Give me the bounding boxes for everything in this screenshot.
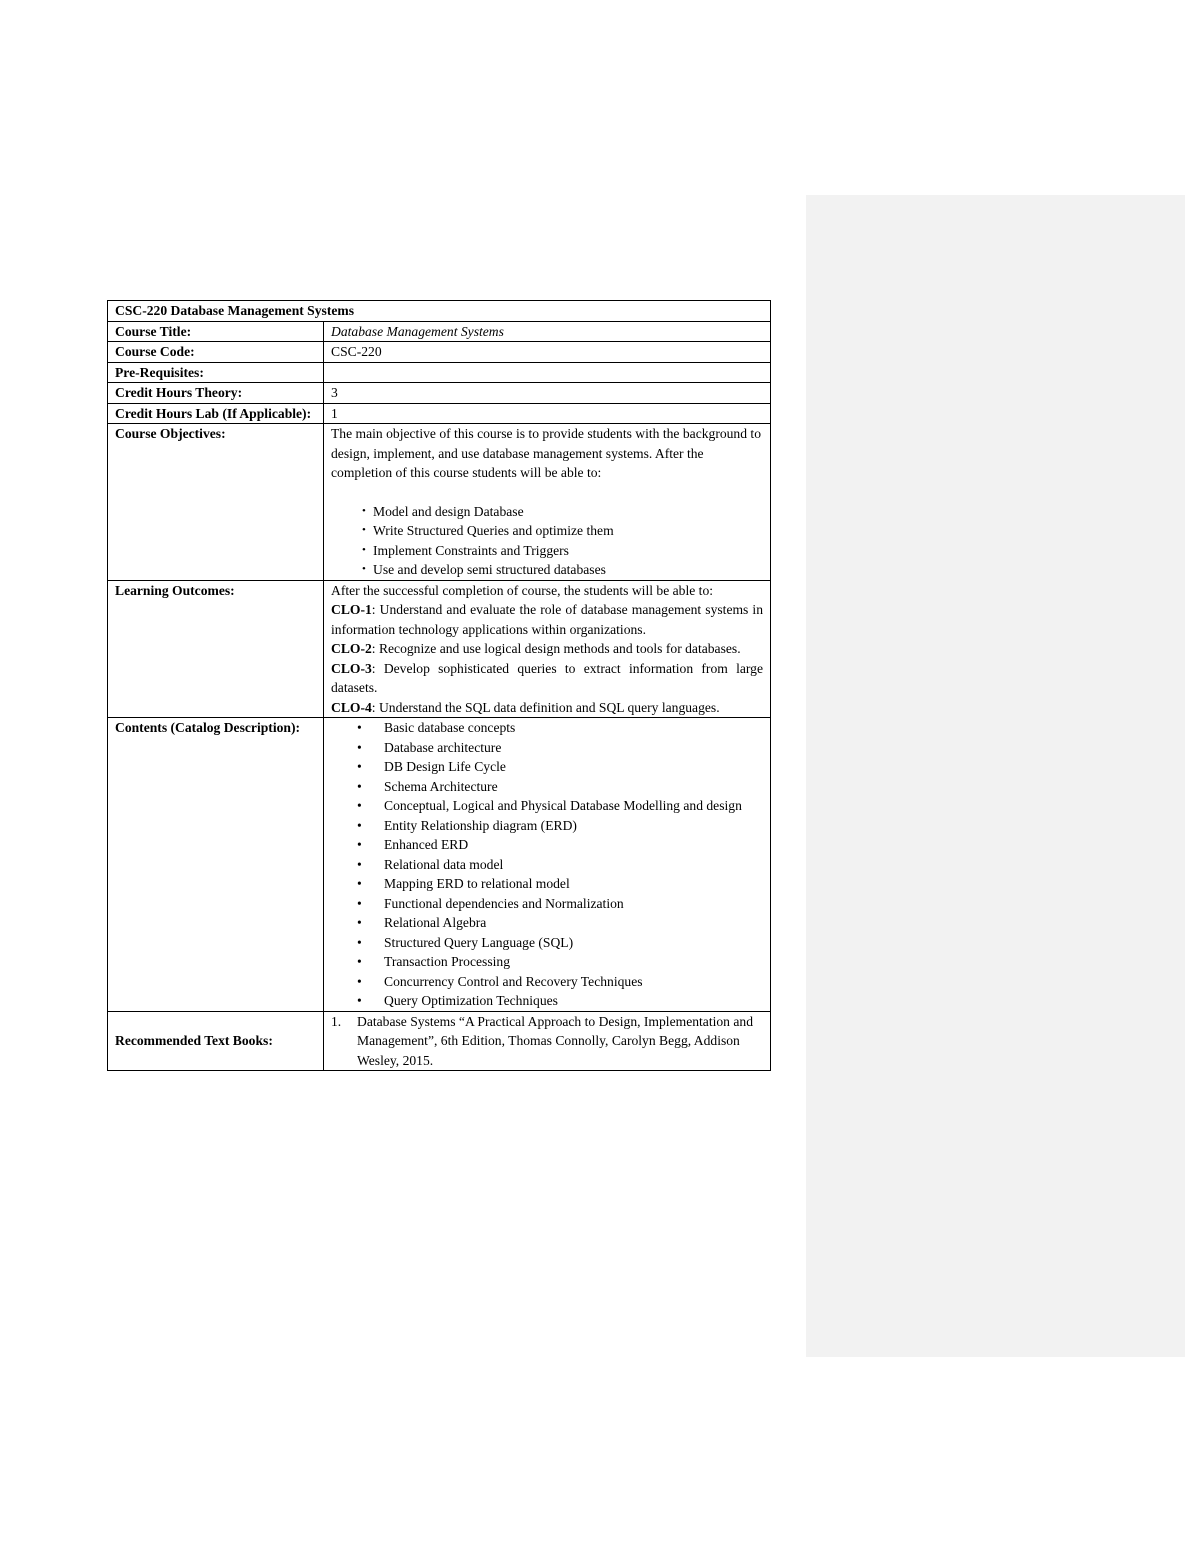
list-item: • Relational Algebra (384, 913, 763, 933)
outcomes-label: Learning Outcomes: (108, 580, 324, 718)
objectives-intro: The main objective of this course is to provide students with the background to design, implement, and use database management systems. After the completion of this course students will be able to: (331, 426, 762, 480)
credit-theory-label: Credit Hours Theory: (108, 383, 324, 404)
prerequisites-row (108, 362, 771, 383)
clo-code: CLO-3 (331, 660, 372, 676)
clo-code: CLO-1 (331, 602, 372, 617)
credit-lab-row (108, 403, 771, 424)
objectives-row (108, 424, 771, 581)
objectives-label: Course Objectives: (108, 424, 324, 581)
clo-text: : Recognize and use logical design methods and tools for databases. (371, 641, 741, 656)
clo-item (331, 659, 763, 698)
list-item: • Relational data model (384, 855, 763, 875)
course-title-value: Database Management Systems (324, 321, 771, 342)
comment-pane (806, 195, 1185, 1357)
course-code-row (108, 342, 771, 363)
table-title: CSC-220 Database Management Systems (108, 301, 771, 322)
clo-item (331, 600, 763, 639)
table-title-row (108, 301, 771, 322)
textbook-text: Database Systems “A Practical Approach to Design, Implementation and Management”, 6th Edition, Thomas Connolly, Carolyn Begg, Addison Wesley, 2015. (357, 1013, 754, 1068)
outcomes-intro: After the successful completion of course, the students will be able to: (331, 582, 714, 598)
list-item: • Basic database concepts (384, 718, 763, 738)
list-item: • Conceptual, Logical and Physical Database Modelling and design (384, 796, 763, 816)
outcomes-row (108, 580, 771, 718)
contents-cell (324, 718, 771, 1012)
textbook-number: 1. (331, 1013, 342, 1029)
list-item: • Entity Relationship diagram (ERD) (384, 816, 763, 836)
prerequisites-value (324, 362, 771, 383)
list-item: • Database architecture (384, 738, 763, 758)
list-item: • Concurrency Control and Recovery Techniques (384, 972, 763, 992)
course-title-label: Course Title: (108, 321, 324, 342)
course-code-label: Course Code: (108, 342, 324, 363)
clo-text: : Understand the SQL data definition and SQL query languages. (371, 699, 720, 715)
list-item: • Structured Query Language (SQL) (384, 933, 763, 953)
course-title-row (108, 321, 771, 342)
clo-code: CLO-2 (331, 641, 372, 656)
list-item: • Enhanced ERD (384, 835, 763, 855)
list-item: • Schema Architecture (384, 777, 763, 797)
credit-theory-row (108, 383, 771, 404)
list-item: • Write Structured Queries and optimize them (373, 521, 763, 541)
clo-text: : Understand and evaluate the role of database management systems in information technology applications within organizations. (331, 602, 764, 637)
textbooks-label: Recommended Text Books: (108, 1011, 324, 1071)
list-item: • Mapping ERD to relational model (384, 874, 763, 894)
clo-item (331, 698, 763, 718)
textbooks-cell (324, 1011, 771, 1071)
list-item: • Functional dependencies and Normalization (384, 894, 763, 914)
prerequisites-label: Pre-Requisites: (108, 362, 324, 383)
objectives-cell (324, 424, 771, 581)
credit-lab-value: 1 (324, 403, 771, 424)
list-item: • Transaction Processing (384, 952, 763, 972)
objectives-list (331, 502, 763, 580)
textbooks-row (108, 1011, 771, 1071)
contents-row (108, 718, 771, 1012)
list-item: • DB Design Life Cycle (384, 757, 763, 777)
list-item: • Model and design Database (373, 502, 763, 522)
list-item: • Implement Constraints and Triggers (373, 541, 763, 561)
clo-text: : Develop sophisticated queries to extract information from large datasets. (331, 660, 764, 695)
list-item: • Query Optimization Techniques (384, 991, 763, 1011)
outcomes-cell (324, 580, 771, 718)
textbook-item (331, 1012, 763, 1071)
course-code-value: CSC-220 (324, 342, 771, 363)
credit-theory-value: 3 (324, 383, 771, 404)
clo-code: CLO-4 (331, 699, 372, 715)
list-item: • Use and develop semi structured databases (373, 560, 763, 580)
contents-label: Contents (Catalog Description): (108, 718, 324, 1012)
credit-lab-label: Credit Hours Lab (If Applicable): (108, 403, 324, 424)
clo-item (331, 639, 763, 659)
contents-list (331, 718, 763, 1011)
course-table (107, 300, 771, 1071)
